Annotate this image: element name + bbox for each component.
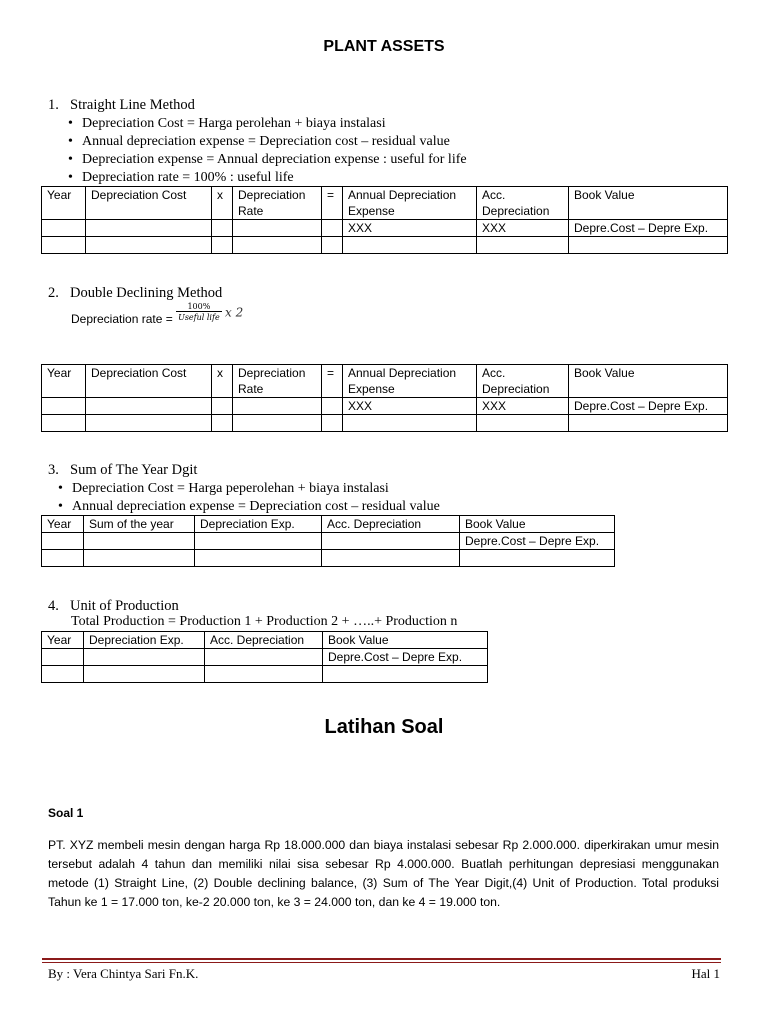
- table-header-cell: Year: [42, 365, 86, 398]
- section-1-heading: [48, 97, 195, 114]
- table-cell: [569, 237, 728, 254]
- table-row: [42, 666, 488, 683]
- list-item: • Annual depreciation expense = Depreciation cost – residual value: [38, 498, 440, 516]
- table-row: [42, 415, 728, 432]
- table-header-row: [42, 187, 728, 220]
- table-cell: [569, 415, 728, 432]
- table-header-cell: =: [322, 187, 343, 220]
- formula-multiplier: x 2: [225, 305, 244, 320]
- table-cell: [233, 398, 322, 415]
- table-header-cell: Book Value: [323, 632, 488, 649]
- table-cell: [343, 237, 477, 254]
- table-header-row: [42, 516, 615, 533]
- table-cell: Depre.Cost – Depre Exp.: [460, 533, 615, 550]
- table-header-cell: Depreciation Cost: [86, 365, 212, 398]
- table-header-cell: Year: [42, 516, 84, 533]
- table-cell: [195, 550, 322, 567]
- footer-author: By : Vera Chintya Sari Fn.K.: [48, 966, 199, 981]
- table-cell: [42, 533, 84, 550]
- table-header-row: [42, 632, 488, 649]
- table-header-cell: Annual Depreciation Expense: [343, 187, 477, 220]
- table-header-row: [42, 365, 728, 398]
- table-cell: [42, 649, 84, 666]
- table-cell: [322, 550, 460, 567]
- table-cell: [84, 533, 195, 550]
- table-header-cell: =: [322, 365, 343, 398]
- table-header-cell: Acc. Depreciation: [205, 632, 323, 649]
- ddb-formula: [71, 302, 244, 326]
- table-cell: [233, 415, 322, 432]
- table-cell: [42, 415, 86, 432]
- footer-page-number: Hal 1: [691, 966, 720, 981]
- table-header-cell: x: [212, 365, 233, 398]
- sum-of-year-table: [41, 515, 615, 567]
- table-cell: [42, 220, 86, 237]
- table-cell: [205, 649, 323, 666]
- unit-of-production-table: [41, 631, 488, 683]
- table-header-cell: Acc. Depreciation: [322, 516, 460, 533]
- table-header-cell: Book Value: [569, 187, 728, 220]
- soal-1-text: PT. XYZ membeli mesin dengan harga Rp 18.000.000 dan biaya instalasi sebesar Rp 2.000.000. diperkirakan umur mesin tersebut adalah 4 tahun dan memiliki nilai sisa sebesar Rp 4.000.000. Buatlah perhitungan depresiasi menggunakan metode (1) Straight Line, (2) Double declining balance, (3) Sum of The Year Digit,(4) Unit of Production. Total produksi Tahun ke 1 = 17.000 ton, ke-2 20.000 ton, ke 3 = 24.000 ton, dan ke 4 = 19.000 ton.: [48, 838, 719, 909]
- section-2-heading: [48, 285, 222, 302]
- list-item: • Depreciation Cost = Harga peperolehan + biaya instalasi: [38, 480, 440, 498]
- table-header-cell: Sum of the year: [84, 516, 195, 533]
- table-cell: [322, 220, 343, 237]
- table-cell: [86, 415, 212, 432]
- table-header-cell: Year: [42, 632, 84, 649]
- table-cell: [84, 666, 205, 683]
- section-1-bullets: [48, 115, 467, 187]
- soal-1-label: Soal 1: [48, 806, 84, 820]
- table-cell: [42, 237, 86, 254]
- straight-line-table: [41, 186, 728, 254]
- table-header-cell: Acc. Depreciation: [477, 365, 569, 398]
- table-cell: Depre.Cost – Depre Exp.: [569, 220, 728, 237]
- table-row: [42, 533, 615, 550]
- section-3-number: 3.: [48, 462, 59, 478]
- table-cell: [42, 398, 86, 415]
- table-row: [42, 550, 615, 567]
- double-declining-table: [41, 364, 728, 432]
- table-cell: [212, 220, 233, 237]
- footer-divider-thin: [42, 962, 721, 963]
- table-header-cell: Acc. Depreciation: [477, 187, 569, 220]
- table-cell: [322, 533, 460, 550]
- footer-divider: [42, 958, 721, 960]
- table-header-cell: x: [212, 187, 233, 220]
- table-cell: [323, 666, 488, 683]
- latihan-title: Latihan Soal: [324, 716, 444, 738]
- table-cell: Depre.Cost – Depre Exp.: [569, 398, 728, 415]
- table-cell: XXX: [343, 220, 477, 237]
- section-3-heading: [48, 462, 197, 479]
- table-row: [42, 237, 728, 254]
- table-cell: [322, 398, 343, 415]
- section-1-number: 1.: [48, 97, 59, 113]
- table-cell: [233, 220, 322, 237]
- table-cell: XXX: [477, 220, 569, 237]
- table-cell: [86, 237, 212, 254]
- section-2-number: 2.: [48, 285, 59, 301]
- list-item: • Depreciation rate = 100% : useful life: [48, 169, 467, 187]
- table-header-cell: Depreciation Cost: [86, 187, 212, 220]
- section-2-title: Double Declining Method: [70, 285, 223, 301]
- table-cell: [195, 533, 322, 550]
- table-header-cell: Depreciation Exp.: [84, 632, 205, 649]
- section-4-number: 4.: [48, 598, 59, 614]
- list-item: • Depreciation Cost = Harga perolehan + biaya instalasi: [48, 115, 467, 133]
- section-1-title: Straight Line Method: [70, 97, 195, 113]
- table-cell: [84, 550, 195, 567]
- table-header-cell: Year: [42, 187, 86, 220]
- section-3-title: Sum of The Year Dgit: [70, 462, 198, 478]
- table-row: [42, 220, 728, 237]
- section-3-bullets: [38, 480, 440, 516]
- page-title: PLANT ASSETS: [323, 38, 445, 55]
- table-header-cell: Book Value: [569, 365, 728, 398]
- table-cell: [477, 237, 569, 254]
- table-cell: [233, 237, 322, 254]
- list-item: • Annual depreciation expense = Depreciation cost – residual value: [48, 133, 467, 151]
- table-cell: XXX: [477, 398, 569, 415]
- table-cell: [84, 649, 205, 666]
- table-cell: [212, 415, 233, 432]
- list-item: • Depreciation expense = Annual depreciation expense : useful for life: [48, 151, 467, 169]
- formula-fraction: [176, 302, 222, 323]
- formula-numerator: 100%: [176, 302, 222, 312]
- table-cell: [205, 666, 323, 683]
- table-row: [42, 649, 488, 666]
- table-cell: [86, 220, 212, 237]
- section-4-title: Unit of Production: [70, 598, 179, 614]
- table-cell: [86, 398, 212, 415]
- table-cell: [212, 237, 233, 254]
- table-header-cell: Annual Depreciation Expense: [343, 365, 477, 398]
- table-cell: [322, 237, 343, 254]
- table-cell: [212, 398, 233, 415]
- table-cell: [477, 415, 569, 432]
- table-row: [42, 398, 728, 415]
- table-cell: [460, 550, 615, 567]
- table-header-cell: Depreciation Exp.: [195, 516, 322, 533]
- table-header-cell: Book Value: [460, 516, 615, 533]
- table-cell: [42, 666, 84, 683]
- table-header-cell: Depreciation Rate: [233, 187, 322, 220]
- formula-label: Depreciation rate =: [71, 311, 173, 326]
- table-cell: [42, 550, 84, 567]
- production-formula: Total Production = Production 1 + Production 2 + …..+ Production n: [71, 614, 458, 629]
- table-cell: XXX: [343, 398, 477, 415]
- section-4-heading: [48, 598, 179, 615]
- formula-denominator: Useful life: [178, 313, 220, 322]
- table-cell: [322, 415, 343, 432]
- table-cell: [343, 415, 477, 432]
- table-cell: Depre.Cost – Depre Exp.: [323, 649, 488, 666]
- table-header-cell: Depreciation Rate: [233, 365, 322, 398]
